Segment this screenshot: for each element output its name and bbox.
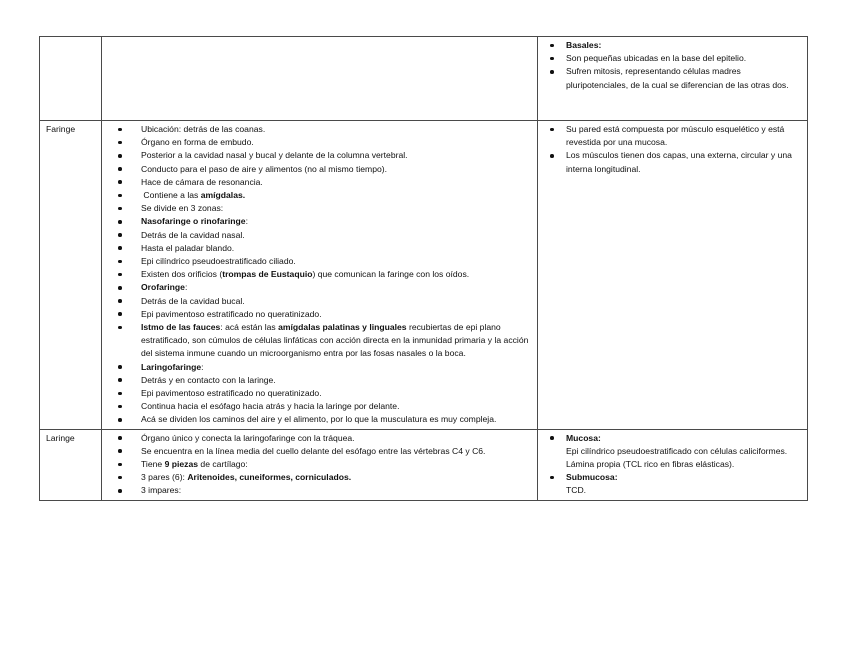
list-item: Detrás de la cavidad nasal.: [108, 229, 531, 242]
faringe-wall-list: [544, 123, 801, 176]
list-item: Existen dos orificios (trompas de Eustaquio) que comunican la faringe con los oídos.: [108, 268, 531, 281]
list-item: Nasofaringe o rinofaringe:: [108, 215, 531, 228]
cell-faringe-wall: [538, 121, 808, 430]
list-item: Órgano único y conecta la laringofaringe con la tráquea.: [108, 432, 531, 445]
laringe-submucosa-list: [544, 471, 801, 484]
mucosa-line-2: Lámina propia (TCL rico en fibras elásticas).: [566, 459, 735, 470]
list-item: Acá se dividen los caminos del aire y el alimento, por lo que la musculatura es muy compleja.: [108, 413, 531, 426]
list-item: Mucosa:: [544, 432, 801, 445]
list-item: Sufren mitosis, representando células madres pluripotenciales, de la cual se diferencian de las otras dos.: [544, 65, 801, 91]
list-item: Submucosa:: [544, 471, 801, 484]
table-row-laringe: [40, 429, 808, 500]
list-item: Órgano en forma de embudo.: [108, 136, 531, 149]
laringe-layers-list: [544, 432, 801, 445]
mucosa-line-1: Epi cilíndrico pseudoestratificado con células caliciformes.: [566, 445, 788, 456]
basal-cells-list: [544, 39, 801, 92]
list-item: Tiene 9 piezas de cartílago:: [108, 458, 531, 471]
cell-faringe-description: [102, 121, 538, 430]
cell-laringe-description: [102, 429, 538, 500]
row-label-faringe: Faringe: [40, 121, 102, 430]
cell-description-empty: [102, 37, 538, 121]
list-item: Epi pavimentoso estratificado no queratinizado.: [108, 308, 531, 321]
submucosa-line-1: TCD.: [566, 485, 587, 496]
cell-laringe-layers: [538, 429, 808, 500]
histology-table: [39, 36, 808, 501]
list-item: Ubicación: detrás de las coanas.: [108, 123, 531, 136]
list-item: Epi cilíndrico pseudoestratificado ciliado.: [108, 255, 531, 268]
list-item: Detrás de la cavidad bucal.: [108, 295, 531, 308]
cell-label-empty: [40, 37, 102, 121]
list-item: Hace de cámara de resonancia.: [108, 176, 531, 189]
list-item: Orofaringe:: [108, 281, 531, 294]
list-item: Son pequeñas ubicadas en la base del epitelio.: [544, 52, 801, 65]
list-item: Hasta el paladar blando.: [108, 242, 531, 255]
list-item: Laringofaringe:: [108, 361, 531, 374]
laringe-list: [108, 432, 531, 498]
list-item: Contiene a las amígdalas.: [108, 189, 531, 202]
list-item: Basales:: [544, 39, 801, 52]
cell-epithelium-cells: [538, 37, 808, 121]
table-row-faringe: [40, 121, 808, 430]
list-item: Se encuentra en la línea media del cuello delante del esófago entre las vértebras C4 y C6.: [108, 445, 531, 458]
list-item: Se divide en 3 zonas:: [108, 202, 531, 215]
list-item: Los músculos tienen dos capas, una externa, circular y una interna longitudinal.: [544, 149, 801, 175]
list-item: 3 impares:: [108, 484, 531, 497]
list-item: Detrás y en contacto con la laringe.: [108, 374, 531, 387]
list-item: Continua hacia el esófago hacia atrás y hacia la laringe por delante.: [108, 400, 531, 413]
table-row-continuation: [40, 37, 808, 121]
faringe-list: [108, 123, 531, 427]
list-item: Posterior a la cavidad nasal y bucal y delante de la columna vertebral.: [108, 149, 531, 162]
list-item: Epi pavimentoso estratificado no queratinizado.: [108, 387, 531, 400]
list-item: Su pared está compuesta por músculo esquelético y está revestida por una mucosa.: [544, 123, 801, 149]
row-label-laringe: Laringe: [40, 429, 102, 500]
list-item: Istmo de las fauces: acá están las amígdalas palatinas y linguales recubiertas de epi plano estratificado, son cúmulos de células linfáticas con acción directa en la inmunidad primaria y la acción del sistema inmune cuando un microorganismo entra por las fosas nasales o la boca.: [108, 321, 531, 361]
list-item: 3 pares (6): Aritenoides, cuneiformes, corniculados.: [108, 471, 531, 484]
list-item: Conducto para el paso de aire y alimentos (no al mismo tiempo).: [108, 163, 531, 176]
